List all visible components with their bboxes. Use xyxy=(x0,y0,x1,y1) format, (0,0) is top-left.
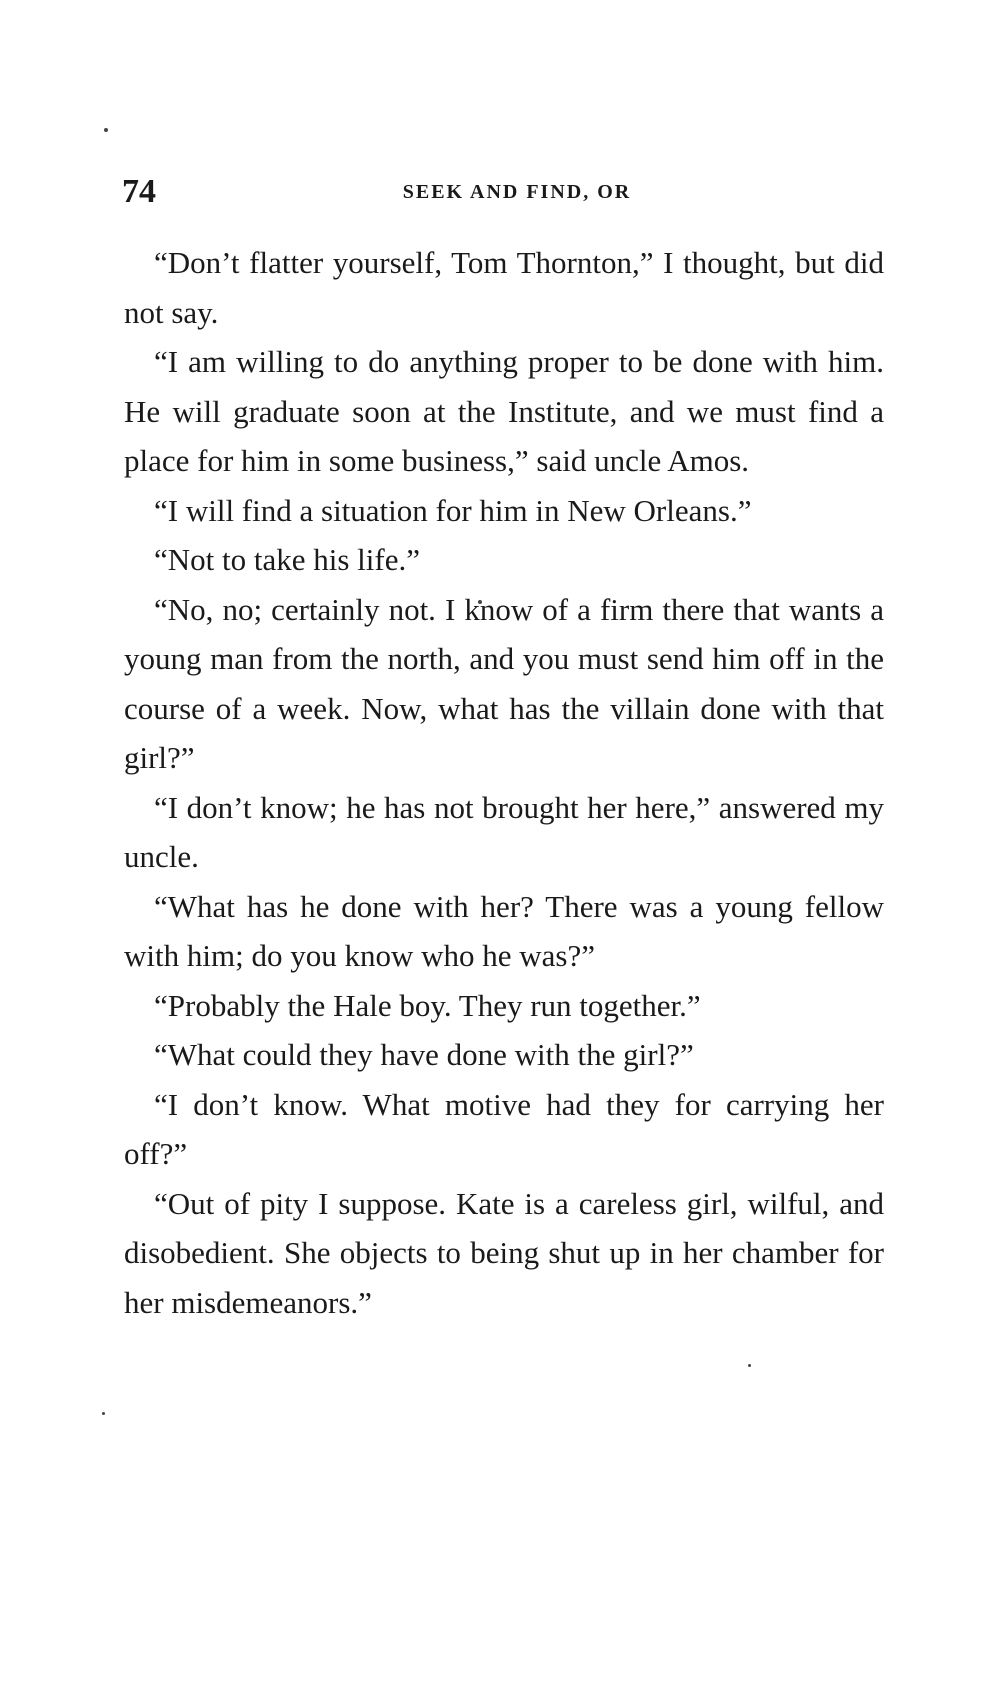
paragraph: “What has he done with her? There was a young fellow with him; do you know who he was?” xyxy=(124,888,884,973)
page-header xyxy=(122,172,882,212)
paragraph: “No, no; certainly not. I know of a firm there that wants a young man from the north, and you must send him off in the course of a week. Now, what has the villain done with that girl?” xyxy=(124,591,884,775)
running-title: SEEK AND FIND, OR xyxy=(402,181,632,203)
paragraph: “What could they have done with the girl?” xyxy=(154,1037,694,1072)
paragraph: “Don’t flatter yourself, Tom Thornton,” I thought, but did not say. xyxy=(124,245,884,330)
paragraph: “Out of pity I suppose. Kate is a careless girl, wilful, and disobedient. She objects to being shut up in her chamber for her misdemeanors.” xyxy=(124,1185,884,1320)
ink-speck xyxy=(102,1412,105,1415)
paragraph: “I don’t know; he has not brought her here,” answered my uncle. xyxy=(124,789,884,874)
paragraph: “I don’t know. What motive had they for carrying her off?” xyxy=(124,1086,884,1171)
ink-speck xyxy=(104,128,108,132)
paragraph: “I am willing to do anything proper to be done with him. He will graduate soon at the Institute, and we must find a place for him in some business,” said uncle Amos. xyxy=(124,344,884,478)
paragraph: “Probably the Hale boy. They run together.” xyxy=(154,987,701,1023)
paragraph: “I will find a situation for him in New Orleans.” xyxy=(154,492,752,528)
paragraph: “Not to take his life.” xyxy=(154,542,420,577)
body-text xyxy=(124,238,884,1327)
page-number: 74 xyxy=(122,173,156,210)
ink-speck xyxy=(748,1364,751,1367)
